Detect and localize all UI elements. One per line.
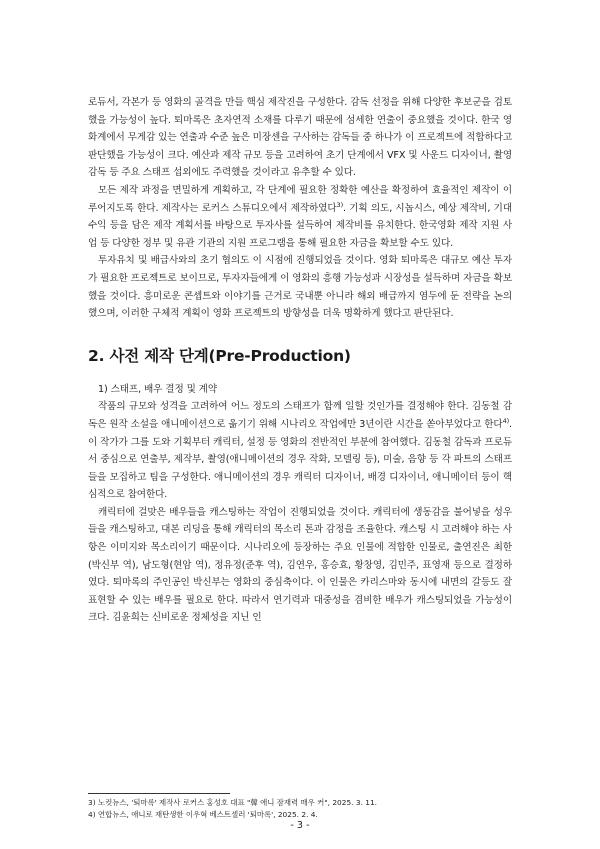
paragraph-staff-scale — [88, 398, 512, 504]
paragraph-budget-tail: . 기획 의도, 시놉시스, 예상 제작비, 기대 수익 등을 담은 제작 계획서를 바탕으로 투자사를 설득하여 제작비를 유치한다. 한국영화 제작 지원 사업 등 다양한 정부 및 유관 기관의 지원 프로그램을 통해 필요한 자금을 확보할 수도 있다. — [88, 202, 512, 249]
footnote-ref-4[interactable]: 4) — [502, 416, 510, 425]
subsection-heading: 1) 스태프, 배우 결정 및 계약 — [98, 383, 218, 395]
paragraph-staff-scale-tail: . 이 작가가 그를 도와 기획부터 캐릭터, 설정 등 영화의 전반적인 부분에 참여했다. 김동철 감독과 프로듀서 중심으로 연출부, 제작부, 촬영(애니메이션의 경우 작화, 모델링 등), 미술, 음향 등 각 파트의 스태프들을 모집하고 팀을 구성한다. 애니메이션의 경우 캐릭터 디자이너, 배경 디자이너, 애니메이터 등이 핵심적으로 참여한다. — [88, 418, 512, 501]
paragraph-investment: 투자유치 및 배급사와의 초기 협의도 이 시점에 진행되었을 것이다. 영화 퇴마록은 대규모 예산 투자가 필요한 프로젝트로 보이므로, 투자자들에게 이 영화의 흥행 가능성과 시장성을 설득하며 자금을 확보했을 것이다. 흥미로운 콘셉트와 이야기를 근거로 국내뿐 아니라 해외 배급까지 염두에 둔 전략을 논의했으며, 이러한 구체적 계획이 영화 프로젝트의 방향성을 더욱 명확하게 했다고 판단된다. — [88, 255, 512, 320]
footnote-divider — [88, 793, 230, 794]
paragraph-budget-text: 모든 제작 과정을 면밀하게 계획하고, 각 단계에 필요한 정확한 예산을 확정하여 효율적인 제작이 이루어지도록 한다. 제작사는 로커스 스튜디오에서 제작하였다 — [88, 184, 512, 214]
body-text — [88, 94, 512, 627]
page-number: - 3 - — [290, 820, 310, 831]
footnote-3: 3) 노컷뉴스, '퇴마록' 제작사 로커스 홍성호 대표 "韓 애니 잠재력 매우 커", 2025. 3. 11. — [88, 798, 378, 807]
paragraph-staff-scale-text: 작품의 규모와 성격을 고려하여 어느 정도의 스태프가 함께 일할 것인가를 결정해야 한다. 김동철 감독은 원작 소설을 애니메이션으로 옮기기 위해 시나리오 작업에만 3년이란 시간을 쏟아부었다고 한다 — [88, 401, 512, 430]
footnote-4: 4) 연합뉴스, 애니로 재탄생한 이우혁 베스트셀러 '퇴마록', 2025. 2. 4. — [88, 810, 318, 819]
footnote-ref-3[interactable]: 3) — [336, 200, 344, 209]
paragraph-budget-planning — [88, 182, 512, 252]
paragraph-casting: 캐릭터에 걸맞은 배우들을 캐스팅하는 작업이 진행되었을 것이다. 캐릭터에 생동감을 불어넣을 성우들을 캐스팅하고, 대본 리딩을 통해 캐릭터의 목소리 톤과 감정을 조율한다. 캐스팅 시 고려해야 하는 사항은 이미지와 목소리이기 때문이다. 시나리오에 등장하는 주요 인물에 적합한 인물로, 출연진은 최한(박신부 역), 남도형(현암 역), 정유정(준후 역), 김연우, 홍승효, 황창영, 김민주, 표영재 등으로 결정하였다. 퇴마록의 주인공인 박신부는 영화의 중심축이다. 이 인물은 카리스마와 동시에 내면의 갈등도 잘 표현할 수 있는 배우를 필요로 한다. 따라서 연기력과 대중성을 겸비한 배우가 캐스팅되었을 가능성이 크다. 김윤희는 신비로운 정체성을 지닌 인 — [88, 506, 512, 624]
section-heading: 2. 사전 제작 단계(Pre-Production) — [88, 346, 351, 365]
footnotes — [88, 797, 512, 821]
paragraph-staff-selection: 로듀서, 각본가 등 영화의 골격을 만들 핵심 제작진을 구성한다. 감독 선정을 위해 다양한 후보군을 검토했을 가능성이 높다. 퇴마록은 초자연적 소재를 다루기 때문에 섬세한 연출이 중요했을 것이다. 한국 영화계에서 무게감 있는 연출과 수준 높은 미장센을 구사하는 감독들 중 하나가 이 프로젝트에 적합하다고 판단했을 가능성이 크다. 예산과 제작 규모 등을 고려하여 초기 단계에서 VFX 및 사운드 디자이너, 촬영 감독 등 주요 스태프 섭외에도 주력했을 것이라고 유추할 수 있다. — [88, 97, 512, 179]
